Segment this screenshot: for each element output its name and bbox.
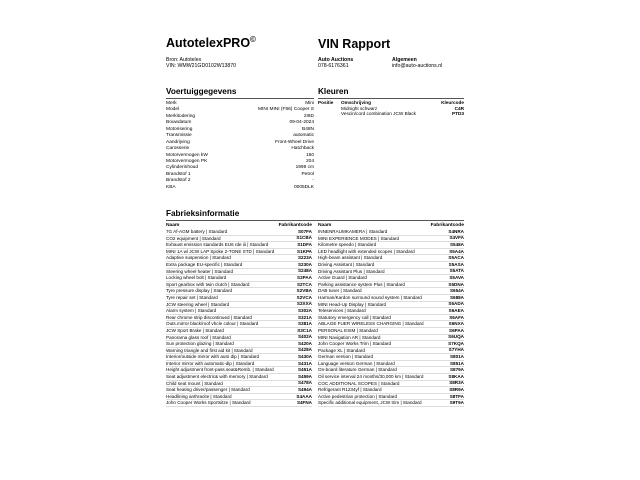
factory-row-name: PERSONAL ESIM | Standard [318, 327, 378, 333]
factory-row-name: Steering wheel heater | Standard [166, 268, 234, 274]
factory-row [166, 328, 312, 335]
vehicle-row-value: 2I6D [303, 113, 314, 119]
color-row [318, 111, 464, 117]
factory-row [318, 275, 464, 282]
factory-row [166, 315, 312, 322]
factory-row [318, 315, 464, 322]
factory-row-name: Extra package EU-specific | Standard [166, 261, 243, 267]
vehicle-row-value: 09-04-2024 [289, 120, 314, 126]
vehicle-section-title: Voertuiggegevens [166, 87, 237, 96]
factory-row [166, 341, 312, 348]
factory-row-name: High-beam assistant | Standard [318, 255, 383, 261]
factory-row-name: Exhaust emission standards EU6 rde iii | Standard [166, 242, 269, 248]
vehicle-row-value: Front-Wheel Drive [275, 139, 314, 145]
factory-row [318, 236, 464, 243]
color-row-code: PTD3 [452, 111, 464, 117]
vehicle-row-value: MINI MINI (F66) Cooper S [258, 107, 314, 113]
factory-row-code: S430A [297, 354, 312, 360]
factory-row-code: S321A [297, 314, 312, 320]
colors-header-position: Positie [318, 100, 334, 105]
factory-row [166, 249, 312, 256]
factory-row [318, 335, 464, 342]
factory-row-name: Tyre repair set | Standard [166, 294, 218, 300]
factory-row-name: Panorama glass roof | Standard [166, 334, 231, 340]
factory-row-name: Driving Assistant Plus | Standard [318, 268, 385, 274]
factory-row-code: S402A [297, 334, 312, 340]
vehicle-row-label: Brandstof 2 [166, 178, 191, 184]
factory-row-name: John Cooper Works Trim | Standard [318, 341, 392, 347]
factory-row [166, 374, 312, 381]
factory-row-code: S494A [297, 387, 312, 393]
factory-row-name: Harman/Kardon surround sound system | Standard [318, 294, 422, 300]
factory-row-code: S8R9A [449, 387, 464, 393]
colors-section-title: Kleuren [318, 87, 349, 96]
factory-row-code: S6PAA [449, 327, 464, 333]
factory-row [318, 400, 464, 407]
vehicle-row-label: KBA [166, 184, 176, 190]
factory-row [318, 387, 464, 394]
vehicle-row-value: B48N [302, 126, 314, 132]
factory-row-code: S7YHA [448, 347, 464, 353]
factory-row-name: Kilometre speedo | Standard [318, 242, 377, 248]
vehicle-table [166, 101, 314, 191]
factory-row [166, 282, 312, 289]
factory-row-code: S4VFA [449, 235, 464, 241]
factory-row-name: DAB tuner | Standard [318, 288, 362, 294]
factory-row-code: S6UQA [448, 334, 464, 340]
vehicle-row-label: Transmissie [166, 133, 192, 139]
factory-row-name: COC ADDITIONAL SCOPES | Standard [318, 380, 400, 386]
factory-row-code: S248A [297, 268, 312, 274]
factory-row [318, 242, 464, 249]
factory-row-code: S5DNA [448, 281, 464, 287]
factory-row-code: S5ACA [448, 255, 464, 261]
factory-row [318, 328, 464, 335]
vehicle-row-label: Bouwdatum [166, 120, 192, 126]
factory-row-name: JCW Sport Brake | Standard [166, 327, 224, 333]
factory-row-code: S8KAA [448, 374, 464, 380]
factory-row [318, 302, 464, 309]
factory-row-name: Seat adjustment electric& with memory | Standard [166, 374, 268, 380]
factory-section-title: Fabrieksinformatie [166, 209, 240, 218]
factory-row [166, 262, 312, 269]
factory-row-name: LED headlight with extended scopes | Standard [318, 248, 415, 254]
factory-left-header-code: Fabrikantcode [278, 223, 312, 228]
factory-row [318, 354, 464, 361]
vehicle-row-value: 1998 cm [295, 165, 314, 171]
factory-row-name: Parking assistance system Plus | Standard [318, 281, 405, 287]
factory-right-header [318, 222, 464, 229]
vehicle-row-value: Mini [305, 101, 314, 106]
factory-row [318, 249, 464, 256]
factory-row [166, 236, 312, 243]
factory-row-code: S851A [449, 360, 464, 366]
factory-table-right [318, 222, 464, 407]
factory-row [166, 229, 312, 236]
factory-row-name: Outs.mirror black/roof vhcle colour | Standard [166, 321, 259, 327]
vehicle-row-label: Motorvermogen kW [166, 152, 208, 158]
vehicle-row-label: Model [166, 107, 180, 113]
factory-row-code: S5ASA [448, 261, 464, 267]
factory-row [166, 394, 312, 401]
factory-row [166, 288, 312, 295]
vehicle-row-value: 150 [305, 152, 314, 158]
factory-row-code: S4NRA [448, 229, 464, 234]
factory-row [166, 242, 312, 249]
vehicle-row-label: Cylinderinhoud [166, 165, 198, 171]
factory-row-code: S6AEA [448, 308, 464, 314]
factory-row [318, 361, 464, 368]
factory-row-code: S1CBA [296, 235, 312, 241]
factory-row-name: Driving Assistant | Standard [318, 261, 375, 267]
factory-row-name: Warning triangle and first aid kit | Standard [166, 347, 253, 353]
factory-row-name: ABLAGE FUER WIRELESS CHARGING | Standard [318, 321, 424, 327]
factory-row-name: Specific additional equipment, JCW trim | Standard [318, 400, 422, 406]
factory-row-code: S420A [297, 341, 312, 347]
factory-row-code: S8R3A [449, 380, 464, 386]
factory-row [166, 354, 312, 361]
factory-row [318, 321, 464, 328]
factory-row [166, 269, 312, 276]
source-label: Bron: Autotelex [166, 57, 202, 63]
dealer-name: Auto Auctions [318, 57, 354, 63]
factory-row [318, 381, 464, 388]
factory-row [318, 341, 464, 348]
vehicle-row-label: Merkitodering [166, 113, 196, 119]
factory-row [166, 275, 312, 282]
vehicle-row-label: Motorvermogen PK [166, 158, 208, 164]
factory-row-code: S879A [449, 367, 464, 373]
color-row-description: Vescin/cord combination JCW Black [341, 111, 417, 117]
factory-left-header-name: Naam [166, 223, 180, 228]
factory-row-code: S302A [297, 308, 312, 314]
colors-header-description: Omschrijving [341, 100, 371, 105]
factory-row-code: S5A4A [449, 248, 464, 254]
vehicle-divider [166, 98, 314, 99]
factory-row-name: German version | Standard [318, 354, 374, 360]
factory-row-name: Tyre pressure display | Standard [166, 288, 233, 294]
general-info [392, 57, 442, 70]
factory-row-code: S8TFA [449, 393, 464, 399]
general-email[interactable]: info@auto-auctions.nl [392, 63, 443, 70]
factory-row [166, 295, 312, 302]
factory-row [166, 308, 312, 315]
factory-row [318, 262, 464, 269]
factory-row [318, 255, 464, 262]
factory-row-name: MINI 1A wl JCW LAP Spoke 2-TONE STD | Standard [166, 248, 275, 254]
color-row-description: Midnight schwarz [341, 105, 378, 111]
factory-row-name: Language version German | Standard [318, 360, 395, 366]
factory-row-name: MINI Head-Up Display | Standard [318, 301, 387, 307]
factory-row-name: 7G Af-AGM battery | Standard [166, 229, 228, 234]
factory-row-code: S654A [449, 288, 464, 294]
dealer-info [318, 57, 353, 70]
factory-row [166, 361, 312, 368]
factory-row-code: S478A [297, 380, 312, 386]
factory-row-name: Child seat mount | Standard [166, 380, 223, 386]
factory-row-code: S2XXA [296, 301, 312, 307]
vehicle-row-label: Merk [166, 101, 177, 106]
colors-header-code: Kleurcode [441, 100, 464, 105]
factory-row-name: Teleservices | Standard [318, 308, 366, 314]
factory-row-code: S07FA [297, 229, 312, 234]
vehicle-row-value: 0005DLK [293, 184, 314, 190]
copyright-mark: © [250, 35, 256, 44]
factory-row [318, 394, 464, 401]
source-info [166, 57, 236, 70]
factory-row [166, 348, 312, 355]
factory-row-name: MINI Navigation AR | Standard [318, 334, 381, 340]
factory-row [166, 381, 312, 388]
factory-right-header-code: Fabrikantcode [430, 223, 464, 228]
brand-logo [166, 36, 256, 50]
factory-row-name: Sun protection glazing | Standard [166, 341, 234, 347]
vehicle-row-value: Hatchback [291, 146, 314, 152]
factory-row-code: S9T9A [449, 400, 464, 406]
general-label: Algemeen [392, 57, 417, 63]
factory-row-name: Alarm system | Standard [166, 308, 217, 314]
vehicle-row-value: 204 [305, 158, 314, 164]
factory-row-name: Locking wheel bolt | Standard [166, 275, 227, 281]
factory-row-code: S2VBA [296, 288, 312, 294]
vehicle-row-value: automatic [293, 133, 314, 139]
vehicle-row-label: Aandrijving [166, 139, 190, 145]
vehicle-row-value: Petrol [301, 171, 314, 177]
factory-row-name: On-board literature German | Standard [318, 367, 397, 373]
factory-row-name: Active pedestrian protection | Standard [318, 393, 398, 399]
factory-row-code: S1KPA [297, 248, 312, 254]
factory-row-code: S459A [297, 374, 312, 380]
vehicle-row-label: Carosserie [166, 146, 190, 152]
page-title: VIN Rapport [318, 37, 391, 51]
factory-row-code: S7KQA [448, 341, 464, 347]
factory-row-name: Sport gearbox with twin clutch | Standard [166, 281, 250, 287]
factory-row [166, 400, 312, 407]
factory-row [318, 269, 464, 276]
factory-row-code: S4FNA [296, 400, 312, 406]
factory-row-name: Package XL | Standard [318, 347, 365, 353]
factory-row-code: S5ATA [449, 268, 464, 274]
factory-row [318, 229, 464, 236]
factory-row-name: Statutory emergency call | Standard [318, 314, 391, 320]
vehicle-row-label: Motorisering [166, 126, 193, 132]
factory-row [166, 387, 312, 394]
brand-name: AutotelexPRO [166, 36, 251, 50]
factory-row-name: Height adjustment front-pass.seat&Remb. | Standard [166, 367, 274, 373]
factory-row-name: Interior mirror with automatic-dip | Standard [166, 360, 255, 366]
factory-row-code: S451A [297, 367, 312, 373]
factory-row-code: S801A [449, 354, 464, 360]
factory-row-name: John Cooper Works Sportsitze | Standard [166, 400, 251, 406]
factory-row-code: S4AAA [296, 393, 312, 399]
vin-label: VIN: WMW21GD0102W13870 [166, 63, 237, 70]
color-row-code: C4R [454, 105, 464, 111]
factory-row-code: S230A [297, 261, 312, 267]
factory-row-code: S381A [297, 321, 312, 327]
factory-row [166, 321, 312, 328]
factory-row [318, 367, 464, 374]
factory-row [318, 308, 464, 315]
colors-table [318, 100, 464, 117]
factory-row-code: S428A [297, 347, 312, 353]
factory-row [318, 374, 464, 381]
factory-left-header [166, 222, 312, 229]
factory-row-code: S2TCA [296, 281, 312, 287]
factory-row [318, 282, 464, 289]
factory-row [166, 255, 312, 262]
dealer-phone: 078-6176361 [318, 63, 349, 70]
factory-row [318, 348, 464, 355]
factory-row-name: Adaptive suspension | Standard [166, 255, 231, 261]
factory-row [166, 367, 312, 374]
factory-row-name: CO2 equipment | Standard [166, 235, 221, 241]
factory-row-name: Oil service interval 24 months/30,000 km | Standard [318, 374, 424, 380]
factory-row [166, 335, 312, 342]
factory-row [318, 288, 464, 295]
factory-row-code: S6NXA [448, 321, 464, 327]
factory-row-code: S5AVA [449, 275, 464, 281]
factory-row-code: S1DFA [297, 242, 312, 248]
factory-row-code: S6ADA [448, 301, 464, 307]
factory-divider [166, 220, 464, 221]
factory-row-name: Seat heating driver/passenger | Standard [166, 387, 250, 393]
factory-row-code: S3C1A [297, 327, 312, 333]
factory-table-left [166, 222, 312, 407]
vehicle-row-label: Brandstof 1 [166, 171, 191, 177]
factory-row-name: Active Guard | Standard [318, 275, 367, 281]
factory-row-name: Rear chrome strip discontinued | Standard [166, 314, 252, 320]
factory-row-code: S6AFA [449, 314, 464, 320]
factory-row-name: JCW steering wheel | Standard [166, 301, 230, 307]
factory-row-code: S431A [297, 360, 312, 366]
factory-row-name: Refrigerant R1234yf | Standard [318, 387, 382, 393]
vehicle-row [166, 185, 314, 191]
factory-row-code: S2VCA [296, 294, 312, 300]
factory-row-name: Interior/outside mirror with auto dip | Standard [166, 354, 260, 360]
factory-row-name: INNENRAUMKAMERA | Standard [318, 229, 388, 234]
factory-row-name: MINI EXPERIENCE MODES | Standard [318, 235, 400, 241]
factory-row-code: S2PAA [297, 275, 312, 281]
colors-divider [318, 98, 464, 99]
factory-right-header-name: Naam [318, 223, 332, 228]
vehicle-row-value: - [312, 178, 314, 184]
factory-row-code: S548A [449, 242, 464, 248]
factory-row-name: Headlining anthracite | Standard [166, 393, 232, 399]
factory-row [166, 302, 312, 309]
factory-row-code: S223A [297, 255, 312, 261]
factory-row [318, 295, 464, 302]
factory-row-code: S688A [449, 294, 464, 300]
